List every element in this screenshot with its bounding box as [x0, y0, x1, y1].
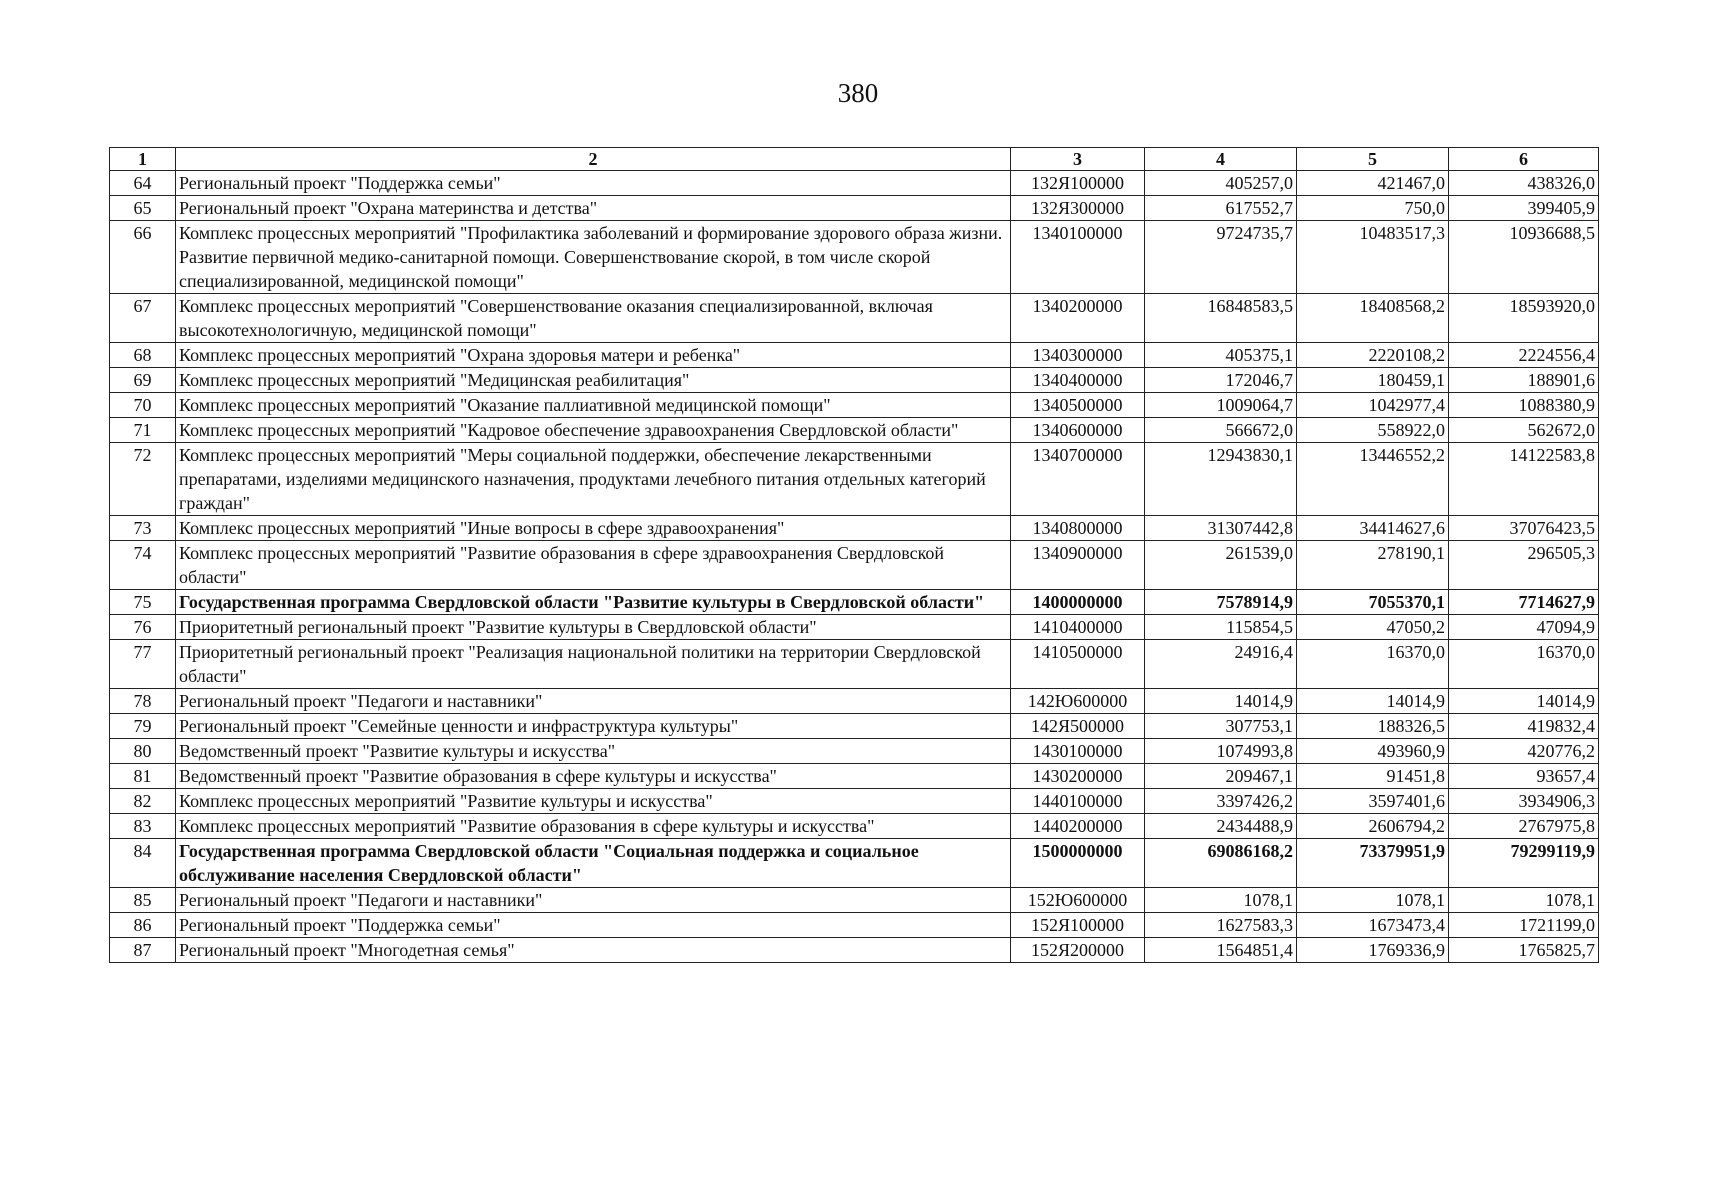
code-cell: 1430100000 — [1011, 739, 1145, 764]
code-cell: 1410500000 — [1011, 640, 1145, 689]
code-cell: 1340300000 — [1011, 343, 1145, 368]
value-cell-5: 3597401,6 — [1297, 789, 1449, 814]
column-header: 1 — [110, 148, 176, 171]
value-cell-6: 14122583,8 — [1449, 443, 1599, 516]
value-cell-6: 562672,0 — [1449, 418, 1599, 443]
table-row — [110, 689, 1599, 714]
name-cell: Комплекс процессных мероприятий "Кадровое обеспечение здравоохранения Свердловской области" — [176, 418, 1011, 443]
table-row — [110, 516, 1599, 541]
row-number-cell: 83 — [110, 814, 176, 839]
table-row — [110, 418, 1599, 443]
table-row — [110, 640, 1599, 689]
value-cell-5: 1042977,4 — [1297, 393, 1449, 418]
value-cell-4: 172046,7 — [1145, 368, 1297, 393]
value-cell-5: 493960,9 — [1297, 739, 1449, 764]
code-cell: 1340100000 — [1011, 221, 1145, 294]
row-number-cell: 87 — [110, 938, 176, 963]
code-cell: 1340800000 — [1011, 516, 1145, 541]
value-cell-5: 750,0 — [1297, 196, 1449, 221]
name-cell: Ведомственный проект "Развитие культуры и искусства" — [176, 739, 1011, 764]
table-row — [110, 789, 1599, 814]
table-row — [110, 839, 1599, 888]
row-number-cell: 78 — [110, 689, 176, 714]
code-cell: 1430200000 — [1011, 764, 1145, 789]
name-cell: Приоритетный региональный проект "Реализация национальной политики на территории Свердловской области" — [176, 640, 1011, 689]
table-row — [110, 343, 1599, 368]
value-cell-5: 16370,0 — [1297, 640, 1449, 689]
row-number-cell: 68 — [110, 343, 176, 368]
value-cell-6: 2767975,8 — [1449, 814, 1599, 839]
row-number-cell: 75 — [110, 590, 176, 615]
value-cell-4: 405375,1 — [1145, 343, 1297, 368]
row-number-cell: 81 — [110, 764, 176, 789]
name-cell: Комплекс процессных мероприятий "Оказание паллиативной медицинской помощи" — [176, 393, 1011, 418]
code-cell: 1340400000 — [1011, 368, 1145, 393]
value-cell-5: 7055370,1 — [1297, 590, 1449, 615]
value-cell-4: 16848583,5 — [1145, 294, 1297, 343]
code-cell: 1340900000 — [1011, 541, 1145, 590]
code-cell: 1440200000 — [1011, 814, 1145, 839]
value-cell-5: 18408568,2 — [1297, 294, 1449, 343]
row-number-cell: 69 — [110, 368, 176, 393]
value-cell-5: 278190,1 — [1297, 541, 1449, 590]
value-cell-5: 73379951,9 — [1297, 839, 1449, 888]
row-number-cell: 79 — [110, 714, 176, 739]
code-cell: 152Я200000 — [1011, 938, 1145, 963]
value-cell-5: 13446552,2 — [1297, 443, 1449, 516]
value-cell-4: 1627583,3 — [1145, 913, 1297, 938]
table-row — [110, 814, 1599, 839]
name-cell: Комплекс процессных мероприятий "Профилактика заболеваний и формирование здорового образа жизни. Развитие первичной медико-санитарной помощи. Совершенствование скорой, в том числе скорой специализированной, медицинской помощи" — [176, 221, 1011, 294]
value-cell-4: 261539,0 — [1145, 541, 1297, 590]
value-cell-4: 115854,5 — [1145, 615, 1297, 640]
value-cell-6: 1078,1 — [1449, 888, 1599, 913]
row-number-cell: 67 — [110, 294, 176, 343]
value-cell-6: 37076423,5 — [1449, 516, 1599, 541]
name-cell: Комплекс процессных мероприятий "Развитие культуры и искусства" — [176, 789, 1011, 814]
value-cell-4: 7578914,9 — [1145, 590, 1297, 615]
value-cell-6: 10936688,5 — [1449, 221, 1599, 294]
table-row — [110, 615, 1599, 640]
name-cell: Приоритетный региональный проект "Развитие культуры в Свердловской области" — [176, 615, 1011, 640]
value-cell-6: 188901,6 — [1449, 368, 1599, 393]
value-cell-5: 188326,5 — [1297, 714, 1449, 739]
row-number-cell: 72 — [110, 443, 176, 516]
row-number-cell: 73 — [110, 516, 176, 541]
value-cell-4: 12943830,1 — [1145, 443, 1297, 516]
name-cell: Региональный проект "Многодетная семья" — [176, 938, 1011, 963]
value-cell-4: 307753,1 — [1145, 714, 1297, 739]
row-number-cell: 65 — [110, 196, 176, 221]
name-cell: Региональный проект "Охрана материнства и детства" — [176, 196, 1011, 221]
value-cell-4: 31307442,8 — [1145, 516, 1297, 541]
code-cell: 152Ю600000 — [1011, 888, 1145, 913]
code-cell: 1440100000 — [1011, 789, 1145, 814]
row-number-cell: 80 — [110, 739, 176, 764]
code-cell: 142Ю600000 — [1011, 689, 1145, 714]
value-cell-5: 1769336,9 — [1297, 938, 1449, 963]
value-cell-6: 419832,4 — [1449, 714, 1599, 739]
row-number-cell: 86 — [110, 913, 176, 938]
value-cell-4: 14014,9 — [1145, 689, 1297, 714]
value-cell-5: 47050,2 — [1297, 615, 1449, 640]
value-cell-4: 209467,1 — [1145, 764, 1297, 789]
value-cell-4: 1074993,8 — [1145, 739, 1297, 764]
name-cell: Комплекс процессных мероприятий "Развитие образования в сфере культуры и искусства" — [176, 814, 1011, 839]
code-cell: 1340200000 — [1011, 294, 1145, 343]
row-number-cell: 85 — [110, 888, 176, 913]
code-cell: 1340700000 — [1011, 443, 1145, 516]
code-cell: 1410400000 — [1011, 615, 1145, 640]
value-cell-6: 2224556,4 — [1449, 343, 1599, 368]
table-row — [110, 714, 1599, 739]
value-cell-4: 24916,4 — [1145, 640, 1297, 689]
table-row — [110, 294, 1599, 343]
value-cell-4: 617552,7 — [1145, 196, 1297, 221]
value-cell-5: 558922,0 — [1297, 418, 1449, 443]
code-cell: 132Я300000 — [1011, 196, 1145, 221]
code-cell: 152Я100000 — [1011, 913, 1145, 938]
value-cell-6: 438326,0 — [1449, 171, 1599, 196]
value-cell-6: 47094,9 — [1449, 615, 1599, 640]
name-cell: Комплекс процессных мероприятий "Иные вопросы в сфере здравоохранения" — [176, 516, 1011, 541]
row-number-cell: 71 — [110, 418, 176, 443]
value-cell-5: 421467,0 — [1297, 171, 1449, 196]
value-cell-5: 2606794,2 — [1297, 814, 1449, 839]
table-row — [110, 393, 1599, 418]
code-cell: 1340600000 — [1011, 418, 1145, 443]
name-cell: Региональный проект "Поддержка семьи" — [176, 171, 1011, 196]
value-cell-6: 14014,9 — [1449, 689, 1599, 714]
code-cell: 1340500000 — [1011, 393, 1145, 418]
row-number-cell: 76 — [110, 615, 176, 640]
value-cell-6: 296505,3 — [1449, 541, 1599, 590]
table-row — [110, 368, 1599, 393]
name-cell: Комплекс процессных мероприятий "Развитие образования в сфере здравоохранения Свердловской области" — [176, 541, 1011, 590]
value-cell-4: 69086168,2 — [1145, 839, 1297, 888]
name-cell: Комплекс процессных мероприятий "Меры социальной поддержки, обеспечение лекарственными препаратами, изделиями медицинского назначения, продуктами лечебного питания отдельных категорий граждан" — [176, 443, 1011, 516]
code-cell: 1500000000 — [1011, 839, 1145, 888]
table-row — [110, 938, 1599, 963]
name-cell: Государственная программа Свердловской области "Развитие культуры в Свердловской области" — [176, 590, 1011, 615]
table-body — [110, 171, 1599, 963]
budget-table — [109, 147, 1599, 963]
name-cell: Комплекс процессных мероприятий "Охрана здоровья матери и ребенка" — [176, 343, 1011, 368]
column-header: 4 — [1145, 148, 1297, 171]
value-cell-5: 34414627,6 — [1297, 516, 1449, 541]
name-cell: Региональный проект "Педагоги и наставники" — [176, 888, 1011, 913]
column-header: 2 — [176, 148, 1011, 171]
row-number-cell: 77 — [110, 640, 176, 689]
value-cell-5: 1673473,4 — [1297, 913, 1449, 938]
value-cell-6: 420776,2 — [1449, 739, 1599, 764]
table-row — [110, 739, 1599, 764]
value-cell-4: 2434488,9 — [1145, 814, 1297, 839]
value-cell-6: 399405,9 — [1449, 196, 1599, 221]
name-cell: Государственная программа Свердловской области "Социальная поддержка и социальное обслуживание населения Свердловской области" — [176, 839, 1011, 888]
table-row — [110, 196, 1599, 221]
row-number-cell: 74 — [110, 541, 176, 590]
row-number-cell: 70 — [110, 393, 176, 418]
name-cell: Региональный проект "Педагоги и наставники" — [176, 689, 1011, 714]
value-cell-6: 1721199,0 — [1449, 913, 1599, 938]
column-header: 3 — [1011, 148, 1145, 171]
value-cell-6: 79299119,9 — [1449, 839, 1599, 888]
column-header: 6 — [1449, 148, 1599, 171]
value-cell-4: 9724735,7 — [1145, 221, 1297, 294]
table-row — [110, 764, 1599, 789]
value-cell-4: 1078,1 — [1145, 888, 1297, 913]
value-cell-6: 7714627,9 — [1449, 590, 1599, 615]
name-cell: Региональный проект "Поддержка семьи" — [176, 913, 1011, 938]
table-row — [110, 590, 1599, 615]
table-row — [110, 443, 1599, 516]
name-cell: Комплекс процессных мероприятий "Совершенствование оказания специализированной, включая высокотехнологичную, медицинской помощи" — [176, 294, 1011, 343]
code-cell: 1400000000 — [1011, 590, 1145, 615]
name-cell: Региональный проект "Семейные ценности и инфраструктура культуры" — [176, 714, 1011, 739]
row-number-cell: 84 — [110, 839, 176, 888]
table-row — [110, 171, 1599, 196]
value-cell-6: 16370,0 — [1449, 640, 1599, 689]
value-cell-6: 93657,4 — [1449, 764, 1599, 789]
value-cell-6: 1088380,9 — [1449, 393, 1599, 418]
value-cell-5: 1078,1 — [1297, 888, 1449, 913]
row-number-cell: 66 — [110, 221, 176, 294]
value-cell-5: 180459,1 — [1297, 368, 1449, 393]
code-cell: 142Я500000 — [1011, 714, 1145, 739]
value-cell-4: 405257,0 — [1145, 171, 1297, 196]
value-cell-4: 566672,0 — [1145, 418, 1297, 443]
value-cell-6: 3934906,3 — [1449, 789, 1599, 814]
name-cell: Комплекс процессных мероприятий "Медицинская реабилитация" — [176, 368, 1011, 393]
column-header: 5 — [1297, 148, 1449, 171]
value-cell-6: 1765825,7 — [1449, 938, 1599, 963]
value-cell-5: 10483517,3 — [1297, 221, 1449, 294]
value-cell-5: 2220108,2 — [1297, 343, 1449, 368]
page-number: 380 — [837, 78, 879, 108]
code-cell: 132Я100000 — [1011, 171, 1145, 196]
header-row — [110, 148, 1599, 171]
value-cell-4: 1564851,4 — [1145, 938, 1297, 963]
name-cell: Ведомственный проект "Развитие образования в сфере культуры и искусства" — [176, 764, 1011, 789]
value-cell-5: 14014,9 — [1297, 689, 1449, 714]
row-number-cell: 82 — [110, 789, 176, 814]
table-row — [110, 221, 1599, 294]
table-row — [110, 913, 1599, 938]
value-cell-5: 91451,8 — [1297, 764, 1449, 789]
table-row — [110, 541, 1599, 590]
value-cell-4: 3397426,2 — [1145, 789, 1297, 814]
value-cell-6: 18593920,0 — [1449, 294, 1599, 343]
value-cell-4: 1009064,7 — [1145, 393, 1297, 418]
row-number-cell: 64 — [110, 171, 176, 196]
table-row — [110, 888, 1599, 913]
